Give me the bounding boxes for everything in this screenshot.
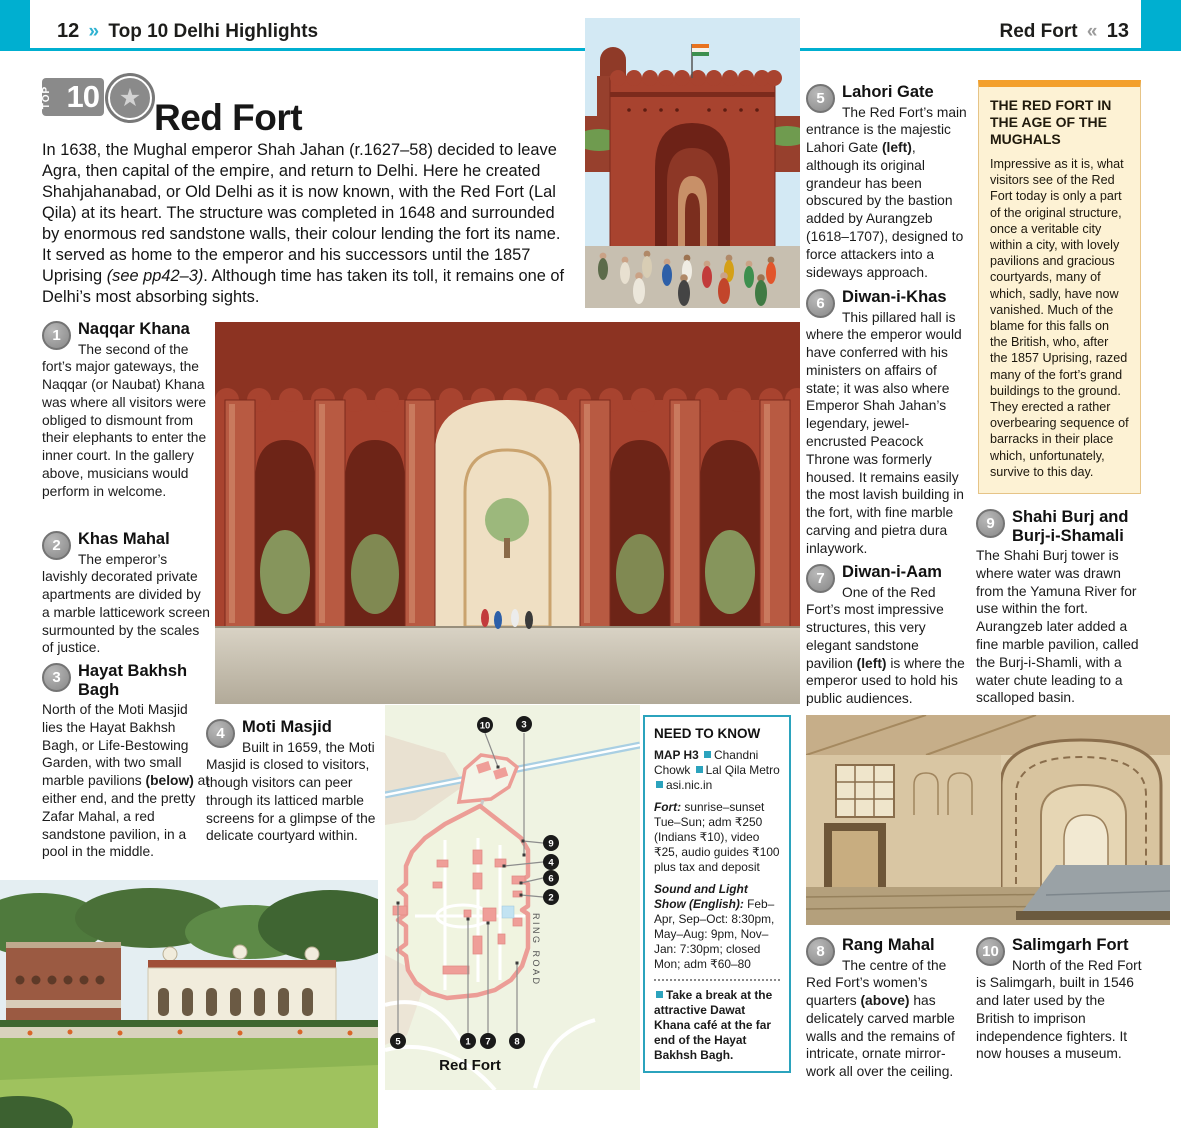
item-text-bold: (left) <box>881 140 912 156</box>
item-title: Naqqar Khana <box>78 320 190 338</box>
running-head-right <box>1000 20 1130 43</box>
bullet-square-icon <box>656 991 663 998</box>
need-to-know-location-line <box>654 748 780 793</box>
item-text: The Shahi Burj tower is where water was drawn from the Yamuna River for use within the fort. Aurangzeb later added a fine marble pavilion, called the Burj-i-Shamli, with a water chute leading to a scalloped basin. <box>976 548 1139 706</box>
latticed-window <box>836 765 894 817</box>
item-body <box>976 547 1144 707</box>
item-number: 2 <box>52 537 61 554</box>
map-marker <box>543 889 559 905</box>
map-caption: Red Fort <box>439 1057 501 1074</box>
item-number: 5 <box>816 90 825 107</box>
sight-item-hayat-bakhsh-bagh <box>42 662 210 861</box>
sight-title: Red Fort <box>999 21 1078 42</box>
item-body <box>206 739 377 846</box>
svg-text:8: 8 <box>514 1036 520 1048</box>
item-title: Shahi Burj and Burj-i-Shamali <box>1012 508 1129 545</box>
white-pavilion <box>148 945 336 1028</box>
map-marker <box>543 870 559 886</box>
item-number-badge <box>42 321 71 350</box>
item-number-badge <box>42 663 71 692</box>
page-title: Red Fort <box>154 96 303 138</box>
item-number-badge <box>806 84 835 113</box>
map-marker <box>477 717 493 733</box>
item-text: The second of the fort’s major gateways, the Naqqar (or Naubat) Khana was where all visitors were obliged to dismount from their elephants to enter the inner court. In the gallery above, musicians would perform in welcome. <box>42 341 207 499</box>
item-text: North of the Red Fort is Salimgarh, built in 1546 and later used by the British to imprison independence fighters. It now houses a museum. <box>976 957 1142 1062</box>
site-map <box>385 705 640 1090</box>
dotted-divider <box>654 979 780 981</box>
sight-item-khas-mahal <box>42 530 210 657</box>
svg-text:2: 2 <box>548 892 554 904</box>
intro-cross-reference: (see pp42–3) <box>106 267 204 286</box>
bullet-square-icon <box>704 751 711 758</box>
item-number: 9 <box>986 515 995 532</box>
svg-text:4: 4 <box>548 857 554 869</box>
map-marker <box>460 1033 476 1049</box>
corner-accent-right <box>1141 0 1181 48</box>
map-marker <box>509 1033 525 1049</box>
item-number: 4 <box>216 725 225 742</box>
item-title: Diwan-i-Aam <box>842 563 942 581</box>
page-number-right: 13 <box>1106 20 1129 42</box>
star-icon: ★ <box>108 76 152 120</box>
sidebar-mughals-box <box>978 80 1141 494</box>
item-number-badge <box>806 564 835 593</box>
item-body <box>42 551 210 658</box>
bullet-square-icon <box>656 781 663 788</box>
item-number-badge <box>42 531 71 560</box>
chevron-left-icon: « <box>1086 21 1098 42</box>
item-text: North of the Moti Masjid lies the Hayat Bakhsh Bagh, or Life-Bestowing Garden, with two small marble pavilions <box>42 702 189 789</box>
item-text: One of the Red Fort’s most impressive structures, this very elegant sandstone pavilion <box>806 584 944 671</box>
sight-item-salimgarh-fort <box>976 936 1144 1063</box>
location-1: Chandni Chowk <box>654 748 759 777</box>
item-text-end: has delicately carved marble walls and the remains of intricate, ornate mirror-work all over the ceiling. <box>806 993 955 1080</box>
item-number-badge <box>976 937 1005 966</box>
page-number-left: 12 <box>57 20 80 42</box>
site-map-drawing <box>385 705 640 1090</box>
svg-text:9: 9 <box>548 838 554 850</box>
item-text: Built in 1659, the Moti Masjid is closed to visitors, though visitors can peer through its latticed marble screens for a glimpse of the delicate courtyard within. <box>206 739 376 844</box>
item-number-badge <box>806 289 835 318</box>
need-to-know-box <box>643 715 791 1073</box>
need-to-know-title: NEED TO KNOW <box>654 726 761 741</box>
svg-text:3: 3 <box>521 719 527 731</box>
map-marker <box>390 1033 406 1049</box>
item-number: 7 <box>816 570 825 587</box>
item-title: Diwan-i-Khas <box>842 288 947 306</box>
intro-text: In 1638, the Mughal emperor Shah Jahan (r.1627–58) decided to leave Agra, then capital of the empire, and return to Delhi. Here he created Shahjahanabad, or Old Delhi as it is now known, with the Red Fort (Lal Qila) at its heart. The structure was completed in 1648 and surrounded by enormous red sandstone walls, their colour lending the fort its name. It served as home to the emperor and his successors until the 1857 Uprising <box>42 141 561 286</box>
top10-logo <box>42 78 104 116</box>
need-to-know-show-hours <box>654 882 780 972</box>
item-text: The emperor’s lavishly decorated private apartments are divided by a marble latticework screen surmounted by the scales of justice. <box>42 551 210 656</box>
svg-text:6: 6 <box>548 873 554 885</box>
photo-garden-pavilion <box>0 880 378 1128</box>
svg-text:5: 5 <box>395 1036 401 1048</box>
item-text-bold: (left) <box>856 655 887 671</box>
item-body <box>42 701 210 861</box>
svg-text:7: 7 <box>485 1036 491 1048</box>
item-body <box>806 104 968 282</box>
show-hours-text: Feb–Apr, Sep–Oct: 8:30pm, May–Aug: 9pm, Nov–Jan: 7:30pm; closed Mon; adm ₹60–80 <box>654 897 775 971</box>
intro-text-end: . Although time has taken its toll, it remains one of Delhi’s most absorbing sights. <box>42 267 565 307</box>
map-marker <box>516 716 532 732</box>
item-number: 3 <box>52 669 61 686</box>
item-title: Hayat Bakhsh Bagh <box>78 662 188 699</box>
item-body <box>976 957 1144 1064</box>
photo-rang-mahal-interior <box>806 715 1170 925</box>
photo-diwan-i-aam-colonnade <box>215 322 800 704</box>
item-number-badge <box>976 509 1005 538</box>
fort-hours-text: sunrise–sunset Tue–Sun; adm ₹250 (Indians ₹10), video ₹25, audio guides ₹100 plus tax and deposit <box>654 800 780 874</box>
item-title: Khas Mahal <box>78 530 170 548</box>
item-body <box>806 957 968 1082</box>
item-text-end: at either end, and the pretty Zafar Mahal, a red sandstone pavilion, in a pool in the middle. <box>42 773 210 860</box>
sight-item-naqqar-khana <box>42 320 210 501</box>
fort-label: Fort: <box>654 800 682 814</box>
item-text-end: , although its original grandeur has been obscured by the bastion added by Aurangzeb (1618–1707), designed to force attackers into a sideways approach. <box>806 140 964 280</box>
item-text-bold: (below) <box>145 773 194 789</box>
top10-logo-number: 10 <box>66 79 99 114</box>
item-number: 8 <box>816 943 825 960</box>
intro-paragraph <box>42 140 570 308</box>
item-text: This pillared hall is where the emperor would have conferred with his ministers on affairs of state; it was also where Emperor Shah Jahan’s legendary, jewel-encrusted Peacock Throne was formerly housed. It remains easily the most lavish building in the fort, with fine marble carving and pietra dura inlaywork. <box>806 309 964 556</box>
sidebar-body: Impressive as it is, what visitors see of the Red Fort today is only a part of the original structure, once a veritable city within a city, with lovely pavilions and gracious courtyards, many of which, sadly, have now vanished. Much of the blame for this falls on the British, who, after the 1857 Uprising, razed many of the fort’s grand buildings to the ground. They erected a rather overbearing sequence of barracks in their place which, unfortunately, survive to this day. <box>990 157 1129 479</box>
item-text-bold: (above) <box>860 993 910 1009</box>
website: asi.nic.in <box>666 778 713 792</box>
sight-item-lahori-gate <box>806 83 968 281</box>
sight-item-rang-mahal <box>806 936 968 1081</box>
map-ref-label: MAP H3 <box>654 748 699 762</box>
item-number: 10 <box>982 943 999 960</box>
sidebar-title: THE RED FORT IN THE AGE OF THE MUGHALS <box>990 97 1112 147</box>
sight-item-diwan-i-khas <box>806 288 968 558</box>
map-marker <box>480 1033 496 1049</box>
svg-text:1: 1 <box>465 1036 471 1048</box>
ring-road-label: RING ROAD <box>531 913 541 987</box>
corner-accent-left <box>0 0 30 48</box>
bullet-square-icon <box>696 766 703 773</box>
red-building <box>6 942 121 1022</box>
show-label: Sound and Light Show (English): <box>654 882 748 911</box>
item-number: 6 <box>816 295 825 312</box>
svg-text:10: 10 <box>479 720 491 732</box>
item-title: Lahori Gate <box>842 83 934 101</box>
sight-item-moti-masjid <box>206 718 377 845</box>
need-to-know-fort-hours <box>654 800 780 875</box>
item-number: 1 <box>52 327 61 344</box>
item-number-badge <box>206 719 235 748</box>
sight-item-diwan-i-aam <box>806 563 968 708</box>
item-number-badge <box>806 937 835 966</box>
item-body <box>806 584 968 709</box>
running-head-left <box>57 20 318 43</box>
item-body <box>806 309 968 558</box>
section-title: Top 10 Delhi Highlights <box>108 21 319 42</box>
map-marker <box>543 835 559 851</box>
chevron-right-icon: » <box>88 21 100 42</box>
tip-text: Take a break at the attractive Dawat Khana café at the far end of the Hayat Bakhsh Bagh. <box>654 988 773 1062</box>
item-text-end: is where the emperor used to hold his public audiences. <box>806 655 965 707</box>
item-title: Rang Mahal <box>842 936 935 954</box>
need-to-know-tip <box>654 988 780 1063</box>
photo-lahori-gate <box>585 18 800 308</box>
item-text: The centre of the Red Fort’s women’s quarters <box>806 957 947 1009</box>
item-title: Moti Masjid <box>242 718 332 736</box>
item-title: Salimgarh Fort <box>1012 936 1129 954</box>
item-text: The Red Fort’s main entrance is the majestic Lahori Gate <box>806 104 967 156</box>
item-body <box>42 341 210 501</box>
sight-item-shahi-burj <box>976 508 1144 707</box>
map-marker <box>543 854 559 870</box>
top10-logo-top-text: TOP <box>41 85 53 110</box>
location-2: Lal Qila Metro <box>705 763 780 777</box>
